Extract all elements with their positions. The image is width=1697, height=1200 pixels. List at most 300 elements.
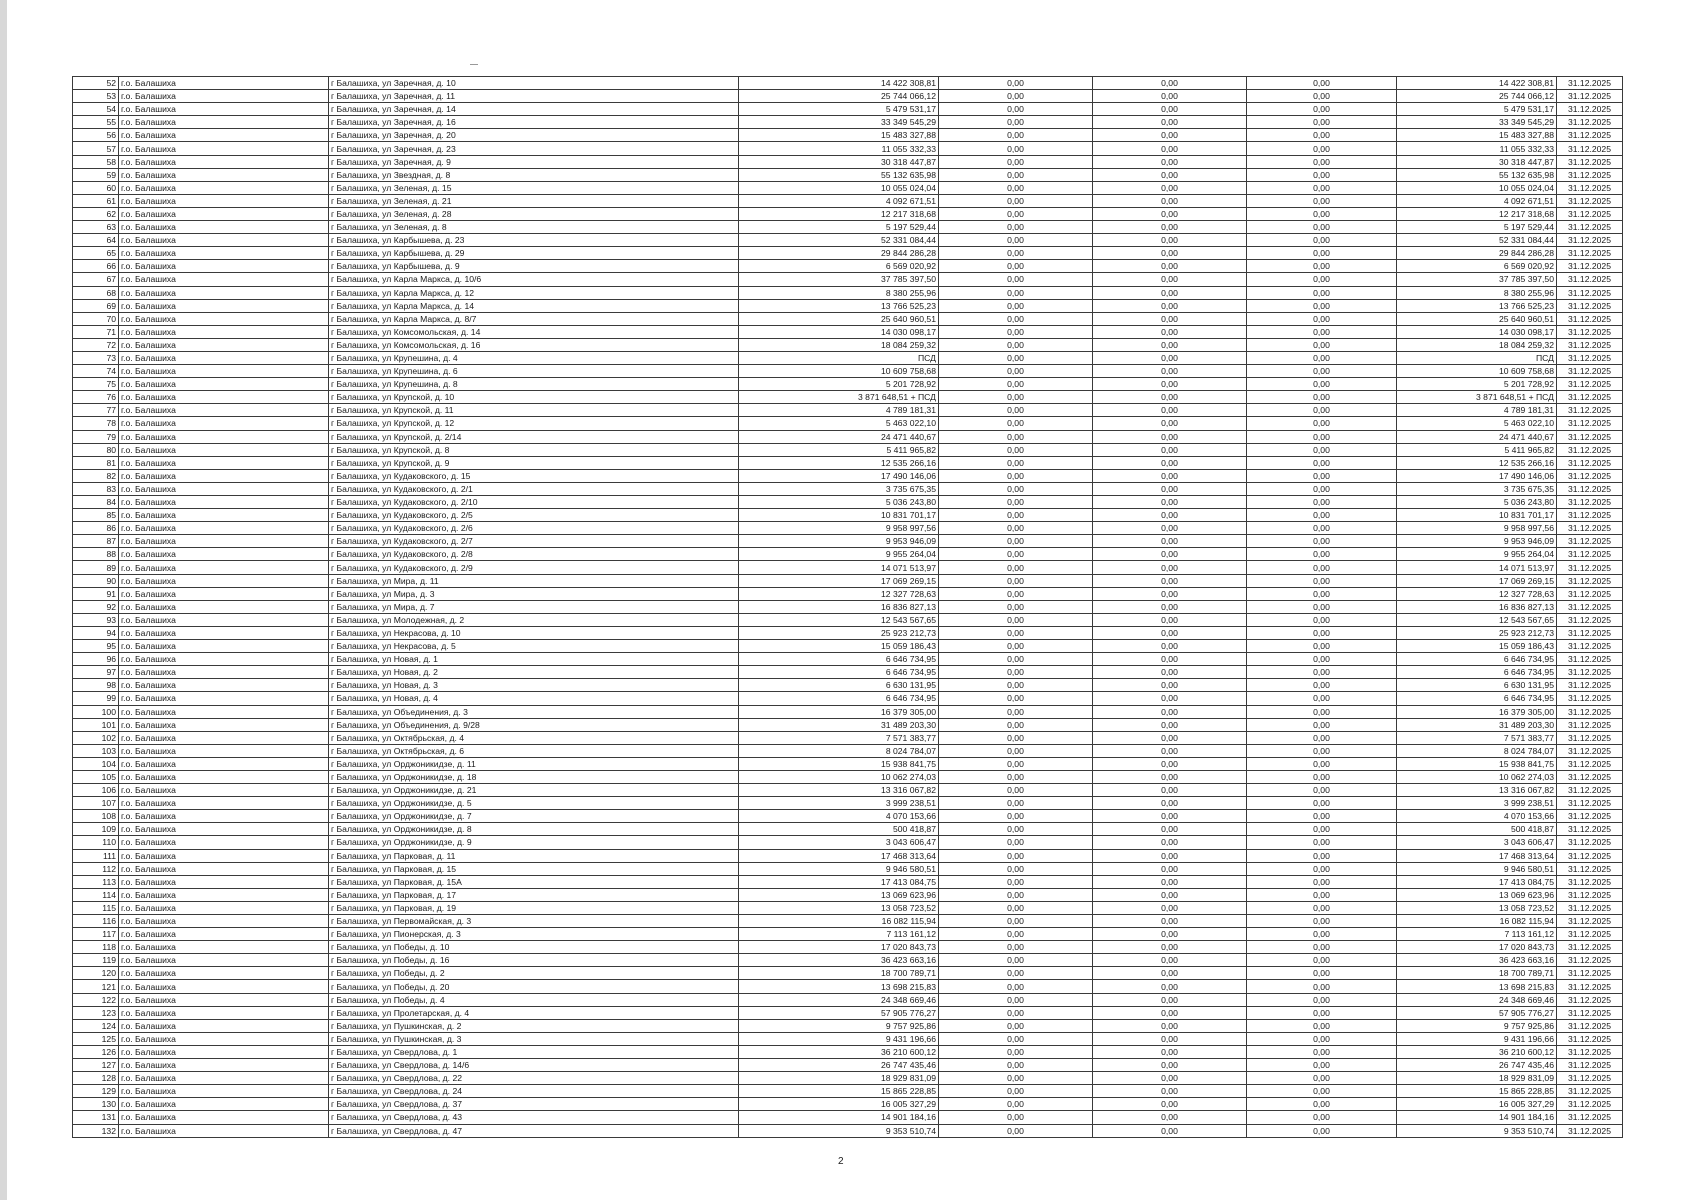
amount-cell-3: 0,00 [1247, 797, 1397, 810]
deadline-cell: 31.12.2025 [1557, 626, 1623, 639]
address-cell: г Балашиха, ул Мира, д. 7 [329, 600, 739, 613]
cost-cell: 3 043 606,47 [739, 836, 939, 849]
cost-cell: 17 468 313,64 [739, 849, 939, 862]
cost-cell: 15 865 228,85 [739, 1085, 939, 1098]
amount-cell-3: 0,00 [1247, 299, 1397, 312]
amount-cell-2: 0,00 [1093, 260, 1247, 273]
row-number: 54 [73, 103, 119, 116]
amount-cell-1: 0,00 [939, 430, 1093, 443]
amount-cell-3: 0,00 [1247, 744, 1397, 757]
amount-cell-2: 0,00 [1093, 103, 1247, 116]
amount-cell-3: 0,00 [1247, 207, 1397, 220]
row-number: 107 [73, 797, 119, 810]
row-number: 69 [73, 299, 119, 312]
amount-cell-3: 0,00 [1247, 404, 1397, 417]
municipality-cell: г.о. Балашиха [119, 626, 329, 639]
repair-schedule-table [72, 76, 1623, 1138]
address-cell: г Балашиха, ул Орджоникидзе, д. 8 [329, 823, 739, 836]
amount-cell-2: 0,00 [1093, 862, 1247, 875]
cost-cell: 9 953 946,09 [739, 535, 939, 548]
table-row [73, 299, 1623, 312]
municipality-cell: г.о. Балашиха [119, 862, 329, 875]
cost-cell: 6 569 020,92 [739, 260, 939, 273]
amount-cell-2: 0,00 [1093, 797, 1247, 810]
row-number: 126 [73, 1045, 119, 1058]
table-row [73, 954, 1623, 967]
table-row [73, 221, 1623, 234]
municipality-cell: г.о. Балашиха [119, 286, 329, 299]
deadline-cell: 31.12.2025 [1557, 967, 1623, 980]
total-cell: ПСД [1397, 351, 1557, 364]
amount-cell-3: 0,00 [1247, 574, 1397, 587]
amount-cell-3: 0,00 [1247, 784, 1397, 797]
amount-cell-3: 0,00 [1247, 875, 1397, 888]
total-cell: 9 757 925,86 [1397, 1019, 1557, 1032]
amount-cell-1: 0,00 [939, 351, 1093, 364]
amount-cell-1: 0,00 [939, 443, 1093, 456]
municipality-cell: г.о. Балашиха [119, 234, 329, 247]
row-number: 128 [73, 1072, 119, 1085]
municipality-cell: г.о. Балашиха [119, 90, 329, 103]
municipality-cell: г.о. Балашиха [119, 561, 329, 574]
amount-cell-1: 0,00 [939, 574, 1093, 587]
address-cell: г Балашиха, ул Крупской, д. 11 [329, 404, 739, 417]
cost-cell: 6 646 734,95 [739, 653, 939, 666]
deadline-cell: 31.12.2025 [1557, 915, 1623, 928]
municipality-cell: г.о. Балашиха [119, 757, 329, 770]
cost-cell: 18 929 831,09 [739, 1072, 939, 1085]
amount-cell-1: 0,00 [939, 679, 1093, 692]
address-cell: г Балашиха, ул Крупешина, д. 8 [329, 378, 739, 391]
amount-cell-2: 0,00 [1093, 666, 1247, 679]
amount-cell-3: 0,00 [1247, 561, 1397, 574]
total-cell: 15 483 327,88 [1397, 129, 1557, 142]
deadline-cell: 31.12.2025 [1557, 718, 1623, 731]
amount-cell-3: 0,00 [1247, 901, 1397, 914]
total-cell: 30 318 447,87 [1397, 155, 1557, 168]
deadline-cell: 31.12.2025 [1557, 980, 1623, 993]
amount-cell-2: 0,00 [1093, 1085, 1247, 1098]
deadline-cell: 31.12.2025 [1557, 522, 1623, 535]
amount-cell-2: 0,00 [1093, 286, 1247, 299]
cost-cell: 12 543 567,65 [739, 613, 939, 626]
table-row [73, 469, 1623, 482]
row-number: 120 [73, 967, 119, 980]
amount-cell-3: 0,00 [1247, 522, 1397, 535]
cost-cell: 4 092 671,51 [739, 194, 939, 207]
cost-cell: 7 571 383,77 [739, 731, 939, 744]
municipality-cell: г.о. Балашиха [119, 797, 329, 810]
cost-cell: 15 483 327,88 [739, 129, 939, 142]
deadline-cell: 31.12.2025 [1557, 103, 1623, 116]
amount-cell-2: 0,00 [1093, 404, 1247, 417]
address-cell: г Балашиха, ул Объединения, д. 3 [329, 705, 739, 718]
municipality-cell: г.о. Балашиха [119, 640, 329, 653]
municipality-cell: г.о. Балашиха [119, 168, 329, 181]
total-cell: 12 543 567,65 [1397, 613, 1557, 626]
row-number: 130 [73, 1098, 119, 1111]
table-row [73, 1098, 1623, 1111]
municipality-cell: г.о. Балашиха [119, 430, 329, 443]
amount-cell-2: 0,00 [1093, 273, 1247, 286]
row-number: 99 [73, 692, 119, 705]
total-cell: 17 069 269,15 [1397, 574, 1557, 587]
address-cell: г Балашиха, ул Мира, д. 11 [329, 574, 739, 587]
amount-cell-1: 0,00 [939, 260, 1093, 273]
row-number: 56 [73, 129, 119, 142]
total-cell: 10 062 274,03 [1397, 770, 1557, 783]
cost-cell: 4 070 153,66 [739, 810, 939, 823]
amount-cell-2: 0,00 [1093, 443, 1247, 456]
deadline-cell: 31.12.2025 [1557, 1045, 1623, 1058]
amount-cell-3: 0,00 [1247, 718, 1397, 731]
deadline-cell: 31.12.2025 [1557, 954, 1623, 967]
cost-cell: 15 938 841,75 [739, 757, 939, 770]
table-row [73, 862, 1623, 875]
row-number: 112 [73, 862, 119, 875]
cost-cell: 36 423 663,16 [739, 954, 939, 967]
amount-cell-1: 0,00 [939, 1111, 1093, 1124]
total-cell: 5 201 728,92 [1397, 378, 1557, 391]
amount-cell-1: 0,00 [939, 901, 1093, 914]
table-row [73, 941, 1623, 954]
table-row [73, 351, 1623, 364]
amount-cell-1: 0,00 [939, 1059, 1093, 1072]
cost-cell: 26 747 435,46 [739, 1059, 939, 1072]
amount-cell-2: 0,00 [1093, 535, 1247, 548]
table-row [73, 77, 1623, 90]
amount-cell-2: 0,00 [1093, 522, 1247, 535]
municipality-cell: г.о. Балашиха [119, 705, 329, 718]
municipality-cell: г.о. Балашиха [119, 378, 329, 391]
row-number: 91 [73, 587, 119, 600]
address-cell: г Балашиха, ул Орджоникидзе, д. 11 [329, 757, 739, 770]
municipality-cell: г.о. Балашиха [119, 770, 329, 783]
cost-cell: 17 413 084,75 [739, 875, 939, 888]
municipality-cell: г.о. Балашиха [119, 600, 329, 613]
address-cell: г Балашиха, ул Кудаковского, д. 2/6 [329, 522, 739, 535]
amount-cell-3: 0,00 [1247, 993, 1397, 1006]
total-cell: 14 422 308,81 [1397, 77, 1557, 90]
amount-cell-1: 0,00 [939, 299, 1093, 312]
municipality-cell: г.о. Балашиха [119, 129, 329, 142]
row-number: 62 [73, 207, 119, 220]
municipality-cell: г.о. Балашиха [119, 666, 329, 679]
table-row [73, 928, 1623, 941]
address-cell: г Балашиха, ул Победы, д. 2 [329, 967, 739, 980]
amount-cell-1: 0,00 [939, 207, 1093, 220]
municipality-cell: г.о. Балашиха [119, 77, 329, 90]
table-row [73, 522, 1623, 535]
amount-cell-3: 0,00 [1247, 954, 1397, 967]
cost-cell: 5 201 728,92 [739, 378, 939, 391]
cost-cell: 17 490 146,06 [739, 469, 939, 482]
row-number: 121 [73, 980, 119, 993]
total-cell: 25 744 066,12 [1397, 90, 1557, 103]
row-number: 86 [73, 522, 119, 535]
municipality-cell: г.о. Балашиха [119, 496, 329, 509]
amount-cell-3: 0,00 [1247, 770, 1397, 783]
cost-cell: 3 871 648,51 + ПСД [739, 391, 939, 404]
amount-cell-1: 0,00 [939, 181, 1093, 194]
row-number: 81 [73, 456, 119, 469]
table-row [73, 744, 1623, 757]
address-cell: г Балашиха, ул Крупешина, д. 4 [329, 351, 739, 364]
address-cell: г Балашиха, ул Молодежная, д. 2 [329, 613, 739, 626]
total-cell: 8 380 255,96 [1397, 286, 1557, 299]
deadline-cell: 31.12.2025 [1557, 1006, 1623, 1019]
address-cell: г Балашиха, ул Крупской, д. 12 [329, 417, 739, 430]
deadline-cell: 31.12.2025 [1557, 757, 1623, 770]
municipality-cell: г.о. Балашиха [119, 836, 329, 849]
row-number: 84 [73, 496, 119, 509]
amount-cell-2: 0,00 [1093, 417, 1247, 430]
deadline-cell: 31.12.2025 [1557, 430, 1623, 443]
amount-cell-3: 0,00 [1247, 626, 1397, 639]
amount-cell-2: 0,00 [1093, 613, 1247, 626]
cost-cell: 3 999 238,51 [739, 797, 939, 810]
table-row [73, 784, 1623, 797]
total-cell: 5 479 531,17 [1397, 103, 1557, 116]
table-row [73, 378, 1623, 391]
cost-cell: 14 422 308,81 [739, 77, 939, 90]
amount-cell-3: 0,00 [1247, 509, 1397, 522]
municipality-cell: г.о. Балашиха [119, 692, 329, 705]
deadline-cell: 31.12.2025 [1557, 273, 1623, 286]
amount-cell-3: 0,00 [1247, 181, 1397, 194]
amount-cell-1: 0,00 [939, 849, 1093, 862]
row-number: 77 [73, 404, 119, 417]
municipality-cell: г.о. Балашиха [119, 391, 329, 404]
amount-cell-3: 0,00 [1247, 1019, 1397, 1032]
deadline-cell: 31.12.2025 [1557, 469, 1623, 482]
cost-cell: 16 082 115,94 [739, 915, 939, 928]
amount-cell-3: 0,00 [1247, 1045, 1397, 1058]
amount-cell-1: 0,00 [939, 312, 1093, 325]
municipality-cell: г.о. Балашиха [119, 941, 329, 954]
municipality-cell: г.о. Балашиха [119, 260, 329, 273]
total-cell: 16 005 327,29 [1397, 1098, 1557, 1111]
amount-cell-2: 0,00 [1093, 823, 1247, 836]
deadline-cell: 31.12.2025 [1557, 561, 1623, 574]
table-row [73, 993, 1623, 1006]
amount-cell-2: 0,00 [1093, 744, 1247, 757]
deadline-cell: 31.12.2025 [1557, 784, 1623, 797]
row-number: 94 [73, 626, 119, 639]
amount-cell-1: 0,00 [939, 718, 1093, 731]
table-row [73, 103, 1623, 116]
cost-cell: 37 785 397,50 [739, 273, 939, 286]
total-cell: 36 210 600,12 [1397, 1045, 1557, 1058]
table-row [73, 1032, 1623, 1045]
address-cell: г Балашиха, ул Кудаковского, д. 2/7 [329, 535, 739, 548]
municipality-cell: г.о. Балашиха [119, 901, 329, 914]
cost-cell: 31 489 203,30 [739, 718, 939, 731]
municipality-cell: г.о. Балашиха [119, 810, 329, 823]
amount-cell-1: 0,00 [939, 469, 1093, 482]
municipality-cell: г.о. Балашиха [119, 522, 329, 535]
amount-cell-1: 0,00 [939, 234, 1093, 247]
amount-cell-1: 0,00 [939, 640, 1093, 653]
amount-cell-2: 0,00 [1093, 993, 1247, 1006]
cost-cell: 33 349 545,29 [739, 116, 939, 129]
total-cell: 16 082 115,94 [1397, 915, 1557, 928]
amount-cell-3: 0,00 [1247, 260, 1397, 273]
amount-cell-1: 0,00 [939, 915, 1093, 928]
municipality-cell: г.о. Балашиха [119, 456, 329, 469]
amount-cell-3: 0,00 [1247, 77, 1397, 90]
scan-edge [0, 0, 7, 1200]
deadline-cell: 31.12.2025 [1557, 443, 1623, 456]
cost-cell: 11 055 332,33 [739, 142, 939, 155]
municipality-cell: г.о. Балашиха [119, 784, 329, 797]
amount-cell-2: 0,00 [1093, 941, 1247, 954]
address-cell: г Балашиха, ул Комсомольская, д. 14 [329, 325, 739, 338]
address-cell: г Балашиха, ул Пушкинская, д. 2 [329, 1019, 739, 1032]
amount-cell-2: 0,00 [1093, 561, 1247, 574]
cost-cell: 17 020 843,73 [739, 941, 939, 954]
cost-cell: 29 844 286,28 [739, 247, 939, 260]
amount-cell-2: 0,00 [1093, 338, 1247, 351]
cost-cell: 9 958 997,56 [739, 522, 939, 535]
cost-cell: 9 946 580,51 [739, 862, 939, 875]
amount-cell-2: 0,00 [1093, 469, 1247, 482]
address-cell: г Балашиха, ул Заречная, д. 14 [329, 103, 739, 116]
row-number: 93 [73, 613, 119, 626]
address-cell: г Балашиха, ул Заречная, д. 16 [329, 116, 739, 129]
deadline-cell: 31.12.2025 [1557, 77, 1623, 90]
amount-cell-2: 0,00 [1093, 888, 1247, 901]
amount-cell-3: 0,00 [1247, 810, 1397, 823]
amount-cell-1: 0,00 [939, 378, 1093, 391]
table-row [73, 692, 1623, 705]
amount-cell-2: 0,00 [1093, 967, 1247, 980]
amount-cell-2: 0,00 [1093, 207, 1247, 220]
row-number: 53 [73, 90, 119, 103]
deadline-cell: 31.12.2025 [1557, 744, 1623, 757]
cost-cell: 6 646 734,95 [739, 666, 939, 679]
amount-cell-3: 0,00 [1247, 443, 1397, 456]
row-number: 90 [73, 574, 119, 587]
amount-cell-3: 0,00 [1247, 980, 1397, 993]
total-cell: 17 413 084,75 [1397, 875, 1557, 888]
municipality-cell: г.о. Балашиха [119, 404, 329, 417]
address-cell: г Балашиха, ул Кудаковского, д. 2/8 [329, 548, 739, 561]
deadline-cell: 31.12.2025 [1557, 456, 1623, 469]
row-number: 104 [73, 757, 119, 770]
total-cell: 25 640 960,51 [1397, 312, 1557, 325]
amount-cell-1: 0,00 [939, 1124, 1093, 1137]
deadline-cell: 31.12.2025 [1557, 666, 1623, 679]
total-cell: 5 411 965,82 [1397, 443, 1557, 456]
amount-cell-3: 0,00 [1247, 365, 1397, 378]
municipality-cell: г.о. Балашиха [119, 247, 329, 260]
amount-cell-2: 0,00 [1093, 770, 1247, 783]
address-cell: г Балашиха, ул Заречная, д. 9 [329, 155, 739, 168]
total-cell: 33 349 545,29 [1397, 116, 1557, 129]
amount-cell-1: 0,00 [939, 129, 1093, 142]
total-cell: 14 071 513,97 [1397, 561, 1557, 574]
row-number: 61 [73, 194, 119, 207]
amount-cell-2: 0,00 [1093, 247, 1247, 260]
total-cell: 17 490 146,06 [1397, 469, 1557, 482]
row-number: 122 [73, 993, 119, 1006]
municipality-cell: г.о. Балашиха [119, 574, 329, 587]
amount-cell-2: 0,00 [1093, 482, 1247, 495]
cost-cell: ПСД [739, 351, 939, 364]
deadline-cell: 31.12.2025 [1557, 299, 1623, 312]
row-number: 70 [73, 312, 119, 325]
address-cell: г Балашиха, ул Зеленая, д. 8 [329, 221, 739, 234]
total-cell: 15 865 228,85 [1397, 1085, 1557, 1098]
table-row [73, 260, 1623, 273]
municipality-cell: г.о. Балашиха [119, 482, 329, 495]
row-number: 108 [73, 810, 119, 823]
amount-cell-1: 0,00 [939, 810, 1093, 823]
amount-cell-3: 0,00 [1247, 312, 1397, 325]
address-cell: г Балашиха, ул Парковая, д. 17 [329, 888, 739, 901]
row-number: 98 [73, 679, 119, 692]
deadline-cell: 31.12.2025 [1557, 221, 1623, 234]
amount-cell-2: 0,00 [1093, 365, 1247, 378]
deadline-cell: 31.12.2025 [1557, 849, 1623, 862]
amount-cell-3: 0,00 [1247, 613, 1397, 626]
amount-cell-2: 0,00 [1093, 1059, 1247, 1072]
total-cell: 12 327 728,63 [1397, 587, 1557, 600]
deadline-cell: 31.12.2025 [1557, 286, 1623, 299]
table-row [73, 915, 1623, 928]
deadline-cell: 31.12.2025 [1557, 548, 1623, 561]
table-row [73, 548, 1623, 561]
deadline-cell: 31.12.2025 [1557, 1032, 1623, 1045]
municipality-cell: г.о. Балашиха [119, 299, 329, 312]
amount-cell-3: 0,00 [1247, 273, 1397, 286]
deadline-cell: 31.12.2025 [1557, 129, 1623, 142]
amount-cell-1: 0,00 [939, 993, 1093, 1006]
total-cell: 17 468 313,64 [1397, 849, 1557, 862]
row-number: 75 [73, 378, 119, 391]
amount-cell-1: 0,00 [939, 784, 1093, 797]
amount-cell-3: 0,00 [1247, 482, 1397, 495]
amount-cell-2: 0,00 [1093, 194, 1247, 207]
deadline-cell: 31.12.2025 [1557, 378, 1623, 391]
amount-cell-1: 0,00 [939, 797, 1093, 810]
table-row [73, 574, 1623, 587]
municipality-cell: г.о. Балашиха [119, 417, 329, 430]
municipality-cell: г.о. Балашиха [119, 273, 329, 286]
address-cell: г Балашиха, ул Карла Маркса, д. 14 [329, 299, 739, 312]
row-number: 63 [73, 221, 119, 234]
cost-cell: 16 379 305,00 [739, 705, 939, 718]
table-row [73, 653, 1623, 666]
cost-cell: 52 331 084,44 [739, 234, 939, 247]
table-row [73, 810, 1623, 823]
amount-cell-2: 0,00 [1093, 1006, 1247, 1019]
amount-cell-1: 0,00 [939, 194, 1093, 207]
amount-cell-2: 0,00 [1093, 221, 1247, 234]
row-number: 64 [73, 234, 119, 247]
row-number: 127 [73, 1059, 119, 1072]
table-row [73, 142, 1623, 155]
row-number: 105 [73, 770, 119, 783]
municipality-cell: г.о. Балашиха [119, 194, 329, 207]
address-cell: г Балашиха, ул Парковая, д. 15 [329, 862, 739, 875]
cost-cell: 8 024 784,07 [739, 744, 939, 757]
cost-cell: 12 217 318,68 [739, 207, 939, 220]
address-cell: г Балашиха, ул Победы, д. 4 [329, 993, 739, 1006]
total-cell: 10 831 701,17 [1397, 509, 1557, 522]
row-number: 85 [73, 509, 119, 522]
